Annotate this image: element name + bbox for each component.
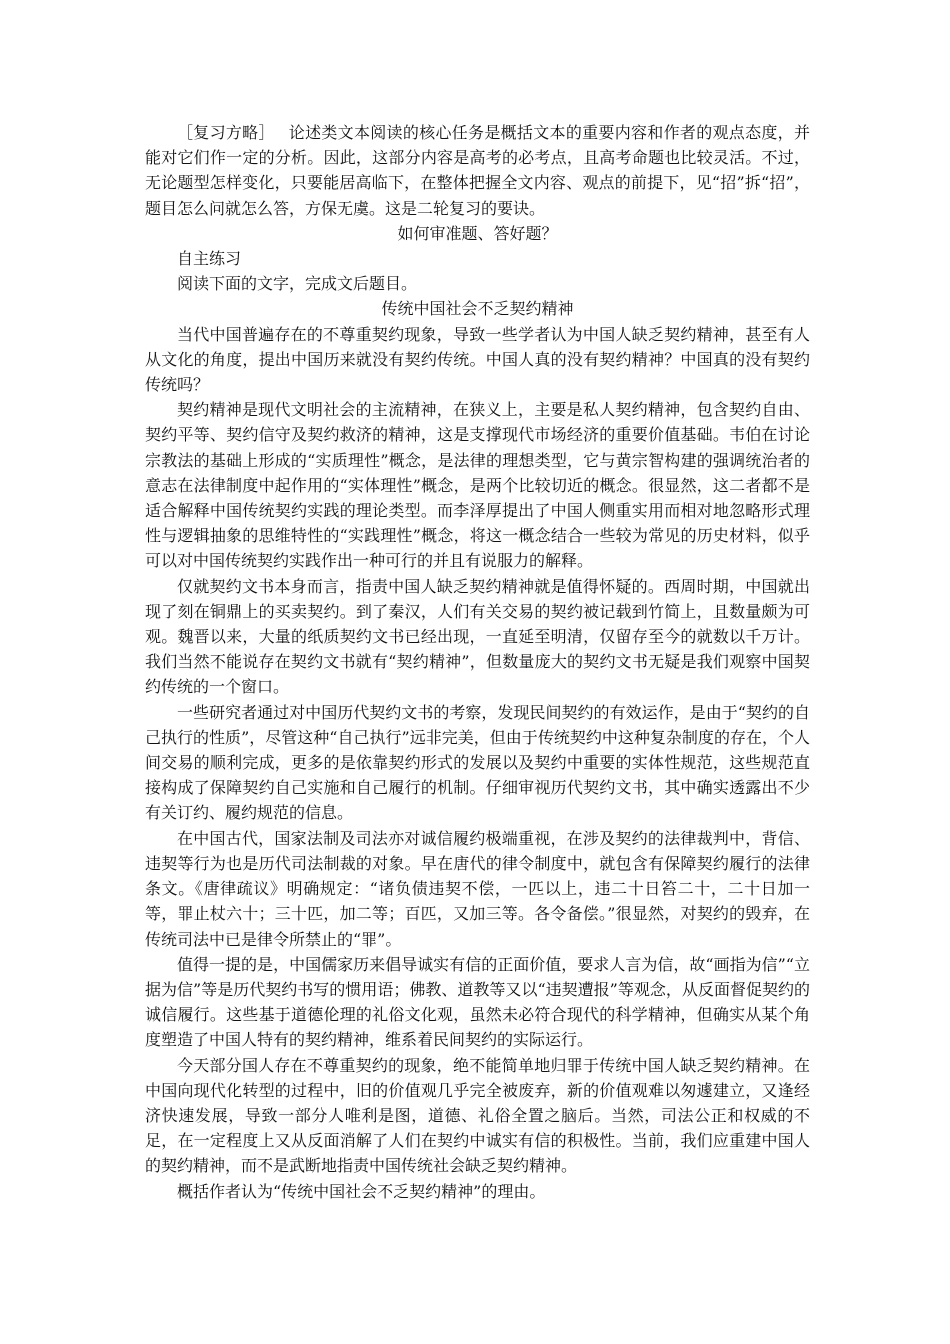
review-strategy-label: ［复习方略］: [177, 123, 275, 142]
article-paragraph: 一些研究者通过对中国历代契约文书的考察，发现民间契约的有效运作，是由于“契约的自己执行的性质”，尽管这种“自己执行”远非完美，但由于传统契约中这种复杂制度的存在，个人间交易的顺利完成，更多的是依靠契约形式的发展以及契约中重要的实体性规范，这些规范直接构成了保障契约自己实施和自己履行的机制。仔细审视历代契约文书，其中确实透露出不少有关订约、履约规范的信息。: [145, 702, 810, 823]
review-strategy-paragraph: [145, 120, 810, 221]
article-paragraph: 契约精神是现代文明社会的主流精神，在狭义上，主要是私人契约精神，包含契约自由、契约平等、契约信守及契约救济的精神，这是支撑现代市场经济的重要价值基础。韦伯在讨论宗教法的基础上形成的“实质理性”概念，是法律的理想类型，它与黄宗智构建的强调统治者的意志在法律制度中起作用的“实体理性”概念，是两个比较切近的概念。很显然，这二者都不是适合解释中国传统契约实践的理论类型。而李泽厚提出了中国人侧重实用而相对地忽略形式理性与逻辑抽象的思维特性的“实践理性”概念，将这一概念结合一些较为常见的历史材料，似乎可以对中国传统契约实践作出一种可行的并且有说服力的解释。: [145, 400, 810, 571]
question-prompt: 概括作者认为“传统中国社会不乏契约精神”的理由。: [177, 1181, 546, 1201]
article-paragraph: 值得一提的是，中国儒家历来倡导诚实有信的正面价值，要求人言为信，故“画指为信”“立据为信”等是历代契约书写的惯用语；佛教、道教等又以“违契遭报”等观念，从反面督促契约的诚信履行。这些基于道德伦理的礼俗文化观，虽然未必符合现代的科学精神，但确实从某个角度塑造了中国人特有的契约精神，维系着民间契约的实际运行。: [145, 954, 810, 1050]
practice-label: 自主练习: [177, 249, 242, 269]
article-title: 传统中国社会不乏契约精神: [381, 299, 574, 319]
article-paragraph: 当代中国普遍存在的不尊重契约现象，导致一些学者认为中国人缺乏契约精神，甚至有人从文化的角度，提出中国历来就没有契约传统。中国人真的没有契约精神？中国真的没有契约传统吗？: [145, 324, 810, 395]
article-paragraph: 在中国古代，国家法制及司法亦对诚信履约极端重视，在涉及契约的法律裁判中，背信、违契等行为也是历代司法制裁的对象。早在唐代的律令制度中，就包含有保障契约履行的法律条文。《唐律疏议》明确规定：“诸负债违契不偿，一匹以上，违二十日笞二十，二十日加一等，罪止杖六十；三十匹，加二等；百匹，又加三等。各令备偿。”很显然，对契约的毁弃，在传统司法中已是律令所禁止的“罪”。: [145, 828, 810, 949]
review-strategy-text: 论述类文本阅读的核心任务是概括文本的重要内容和作者的观点态度，并能对它们作一定的分析。因此，这部分内容是高考的必考点，且高考命题也比较灵活。不过，无论题型怎样变化，只要能居高临下，在整体把握全文内容、观点的前提下，见“招”拆“招”，题目怎么问就怎么答，方保无虞。这是二轮复习的要诀。: [145, 123, 810, 218]
document-page: [145, 120, 810, 1204]
section-subtitle: 如何审准题、答好题？: [397, 223, 558, 243]
article-paragraph: 仅就契约文书本身而言，指责中国人缺乏契约精神就是值得怀疑的。西周时期，中国就出现了刻在铜鼎上的买卖契约。到了秦汉，人们有关交易的契约被记载到竹简上，且数量颇为可观。魏晋以来，大量的纸质契约文书已经出现，一直延至明清，仅留存至今的就数以千万计。我们当然不能说存在契约文书就有“契约精神”，但数量庞大的契约文书无疑是我们观察中国契约传统的一个窗口。: [145, 576, 810, 697]
reading-instruction: 阅读下面的文字，完成文后题目。: [177, 274, 418, 294]
article-paragraph: 今天部分国人存在不尊重契约的现象，绝不能简单地归罪于传统中国人缺乏契约精神。在中国向现代化转型的过程中，旧的价值观几乎完全被废弃，新的价值观难以匆遽建立，又逢经济快速发展，导致一部分人唯利是图，道德、礼俗全置之脑后。当然，司法公正和权威的不足，在一定程度上又从反面消解了人们在契约中诚实有信的积极性。当前，我们应重建中国人的契约精神，而不是武断地指责中国传统社会缺乏契约精神。: [145, 1055, 810, 1176]
